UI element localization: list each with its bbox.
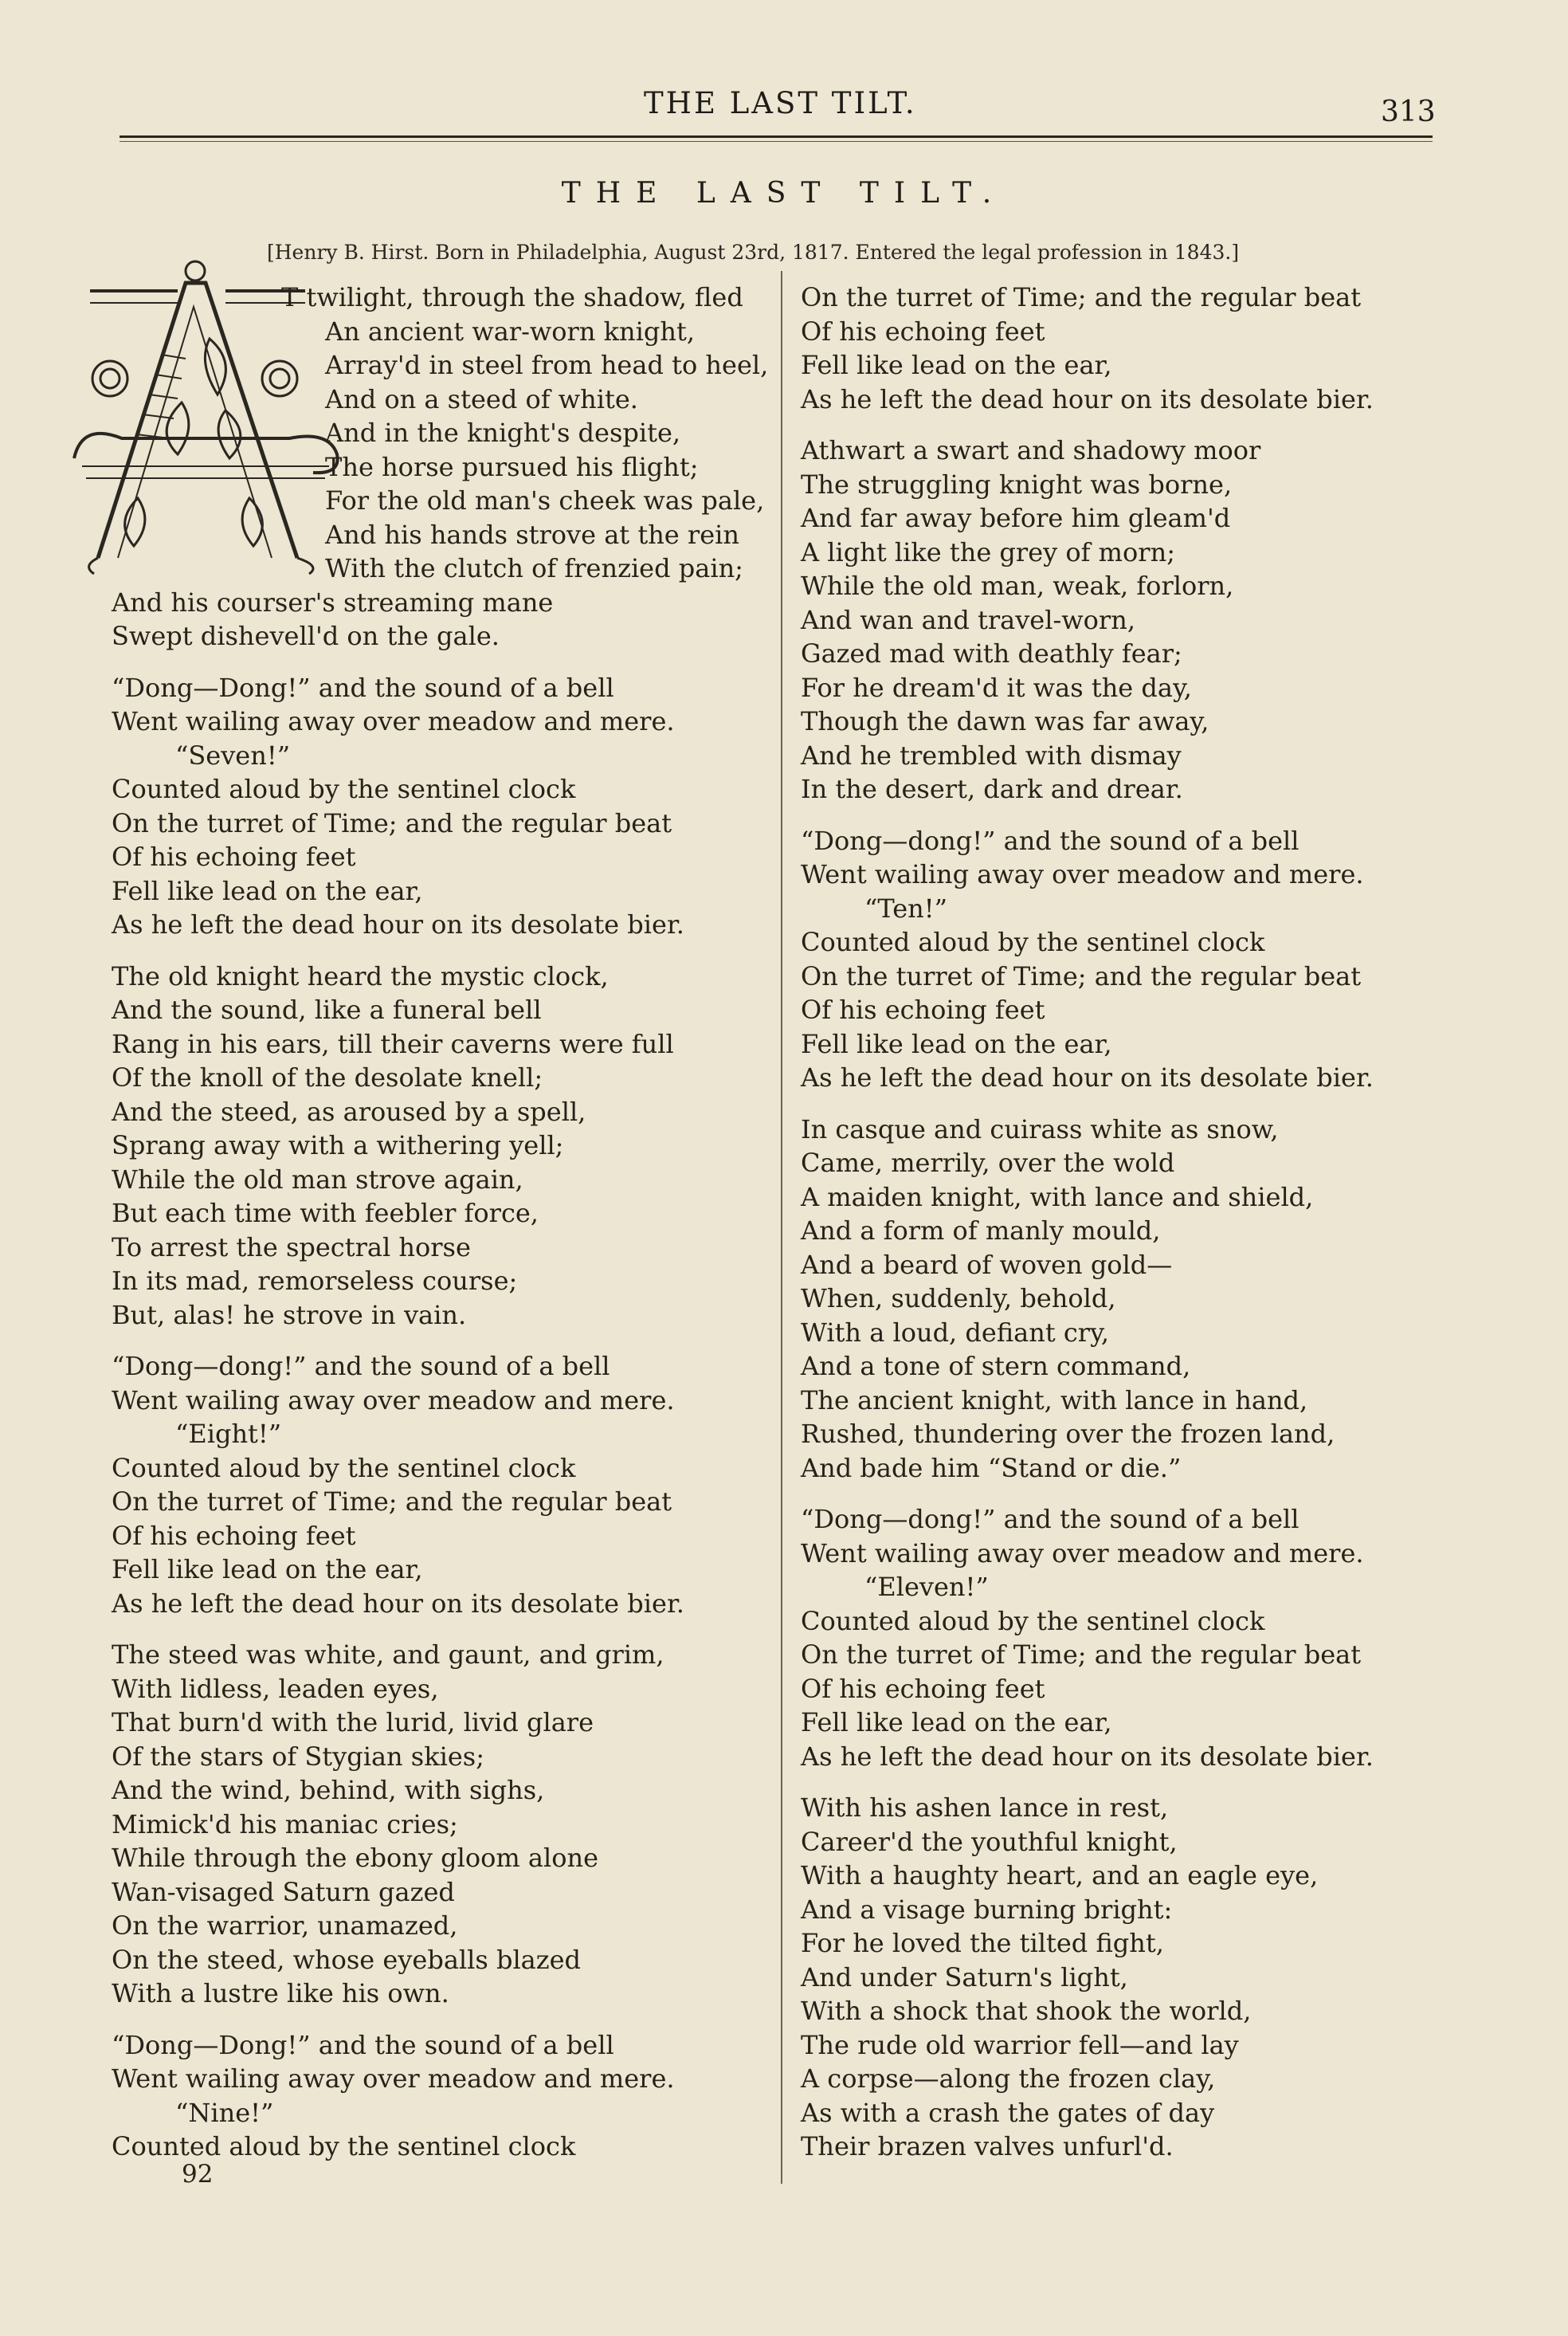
poem-line: The struggling knight was borne, [801, 469, 1233, 500]
poem-line: And wan and travel-worn, [801, 604, 1135, 635]
poem-line: On the turret of Time; and the regular beat [112, 1486, 672, 1517]
poem-line: With the clutch of frenzied pain; [325, 553, 743, 583]
poem-title: THE LAST TILT. [561, 177, 1007, 210]
poem-line: Mimick'd his maniac cries; [112, 1808, 458, 1839]
poem-line: And a form of manly mould, [801, 1215, 1161, 1246]
poem-line: Fell like lead on the ear, [112, 1554, 423, 1584]
poem-line: “Nine!” [175, 2097, 274, 2128]
left-column [112, 281, 773, 2181]
poem-line: On the turret of Time; and the regular beat [801, 960, 1362, 991]
poem-line: “Eight!” [175, 1419, 282, 1449]
poem-line: On the steed, whose eyeballs blazed [112, 1944, 582, 1975]
poem-line: As he left the dead hour on its desolate bier. [112, 909, 684, 940]
poem-line: As with a crash the gates of day [801, 2097, 1215, 2128]
byline: [Henry B. Hirst. Born in Philadelphia, August 23rd, 1817. Entered the legal profession in 1843.] [267, 241, 1240, 264]
poem-line: Went wailing away over meadow and mere. [801, 859, 1364, 889]
poem-line: As he left the dead hour on its desolate bier. [801, 1741, 1374, 1772]
poem-line: On the turret of Time; and the regular beat [801, 1639, 1362, 1670]
poem-line: While the old man strove again, [112, 1164, 523, 1195]
poem-line: Fell like lead on the ear, [112, 875, 423, 906]
poem-line: A maiden knight, with lance and shield, [801, 1181, 1314, 1212]
poem-line: Fell like lead on the ear, [801, 1707, 1112, 1737]
poem-line: On the turret of Time; and the regular beat [112, 807, 672, 838]
poem-line: “Dong—dong!” and the sound of a bell [801, 825, 1299, 856]
poem-line: Of his echoing feet [801, 995, 1045, 1025]
poem-line: And on a steed of white. [325, 383, 638, 414]
poem-line: Of his echoing feet [112, 1520, 356, 1551]
poem-line: “Eleven!” [864, 1572, 989, 1602]
poem-line: Fell like lead on the ear, [801, 1028, 1112, 1059]
refrain-stanza [112, 671, 773, 942]
poem-line: For he loved the tilted fight, [801, 1928, 1164, 1958]
poem-line: Career'd the youthful knight, [801, 1826, 1178, 1857]
poem-line: On the turret of Time; and the regular beat [801, 282, 1362, 312]
poem-line: “Dong—dong!” and the sound of a bell [112, 1351, 610, 1381]
header-rule-thin [120, 141, 1433, 142]
poem-line: Came, merrily, over the wold [801, 1148, 1175, 1178]
poem-line: Went wailing away over meadow and mere. [112, 2063, 675, 2094]
poem-line: That burn'd with the lurid, livid glare [112, 1707, 594, 1737]
poem-line: But each time with feebler force, [112, 1198, 539, 1228]
poem-line: And he trembled with dismay [801, 740, 1182, 771]
poem-line: “Dong—dong!” and the sound of a bell [801, 1504, 1299, 1534]
poem-line: And the wind, behind, with sighs, [112, 1775, 545, 1805]
poem-line: Went wailing away over meadow and mere. [801, 1537, 1364, 1568]
poem-line: As he left the dead hour on its desolate bier. [112, 1588, 684, 1619]
poem-line: Wan-visaged Saturn gazed [112, 1876, 455, 1907]
running-title: THE LAST TILT. [644, 86, 917, 120]
stanza [112, 281, 773, 654]
poem-line: “Dong—Dong!” and the sound of a bell [112, 2029, 614, 2060]
poem-line: And his courser's streaming mane [112, 587, 554, 618]
poem-line: And bade him “Stand or die.” [801, 1452, 1182, 1483]
poem-line: And the steed, as aroused by a spell, [112, 1096, 586, 1127]
poem-line: An ancient war-worn knight, [325, 316, 695, 347]
poem-line: Went wailing away over meadow and mere. [112, 706, 675, 736]
header-rule [120, 135, 1433, 138]
poem-line: And in the knight's despite, [325, 418, 681, 448]
refrain-stanza [801, 1502, 1454, 1773]
poem-line: And a visage burning bright: [801, 1894, 1173, 1925]
poem-line: Of the stars of Stygian skies; [112, 1741, 484, 1772]
poem-line: While the old man, weak, forlorn, [801, 571, 1234, 601]
poem-line: A corpse—along the frozen clay, [801, 2063, 1216, 2094]
poem-line: To arrest the spectral horse [112, 1231, 471, 1262]
poem-line: Counted aloud by the sentinel clock [112, 2131, 576, 2161]
poem-line: Of his echoing feet [112, 842, 356, 872]
poem-line: Their brazen valves unfurl'd. [801, 2131, 1174, 2161]
poem-line: With a shock that shook the world, [801, 1996, 1252, 2026]
poem-line: T twilight, through the shadow, fled [281, 282, 743, 312]
poem-line: For he dream'd it was the day, [801, 672, 1192, 703]
poem-line: On the warrior, unamazed, [112, 1910, 458, 1941]
poem-line: In its mad, remorseless course; [112, 1266, 518, 1296]
poem-line: Counted aloud by the sentinel clock [112, 774, 576, 804]
poem-line: Of the knoll of the desolate knell; [112, 1062, 543, 1093]
poem-line: Of his echoing feet [801, 316, 1045, 347]
poem-line: With a lustre like his own. [112, 1978, 449, 2008]
column-rule [781, 271, 782, 2184]
poem-line: And the sound, like a funeral bell [112, 995, 542, 1025]
running-head [0, 86, 1568, 126]
poem-line: A light like the grey of morn; [801, 536, 1175, 567]
poem-line: Counted aloud by the sentinel clock [801, 927, 1265, 957]
poem-line: And his hands strove at the rein [325, 519, 739, 550]
poem-line: Rushed, thundering over the frozen land, [801, 1419, 1335, 1449]
stanza [801, 1113, 1454, 1486]
poem-line: Went wailing away over meadow and mere. [112, 1384, 675, 1415]
poem-line: And far away before him gleam'd [801, 503, 1231, 533]
stanza [112, 960, 773, 1333]
poem-line: The old knight heard the mystic clock, [112, 960, 609, 991]
stanza [112, 1638, 773, 2011]
refrain-continuation [801, 281, 1454, 416]
poem-line: In the desert, dark and drear. [801, 774, 1183, 804]
poem-line: Swept dishevell'd on the gale. [112, 621, 500, 651]
poem-line: While through the ebony gloom alone [112, 1843, 598, 1873]
poem-line: Of his echoing feet [801, 1673, 1045, 1704]
refrain-stanza [112, 2028, 773, 2164]
poem-line: “Ten!” [864, 893, 947, 924]
poem-line: Counted aloud by the sentinel clock [112, 1452, 576, 1483]
poem-line: The horse pursued his flight; [325, 451, 699, 482]
poem-line: But, alas! he strove in vain. [112, 1299, 467, 1330]
poem-line: The steed was white, and gaunt, and grim, [112, 1639, 664, 1670]
poem-line: With a loud, defiant cry, [801, 1317, 1110, 1348]
poem-line: Athwart a swart and shadowy moor [801, 435, 1261, 465]
poem-line: Counted aloud by the sentinel clock [801, 1605, 1265, 1636]
refrain-stanza [801, 824, 1454, 1095]
poem-line: The ancient knight, with lance in hand, [801, 1384, 1308, 1415]
poem-line: “Seven!” [175, 740, 291, 771]
poem-line: “Dong—Dong!” and the sound of a bell [112, 672, 614, 703]
poem-line: In casque and cuirass white as snow, [801, 1113, 1279, 1144]
poem-line: Fell like lead on the ear, [801, 350, 1112, 380]
poem-line: Rang in his ears, till their caverns were full [112, 1028, 674, 1059]
poem-line: Gazed mad with deathly fear; [801, 638, 1182, 669]
stanza [801, 1791, 1454, 2164]
poem-line: With his ashen lance in rest, [801, 1792, 1169, 1823]
poem-line: When, suddenly, behold, [801, 1283, 1116, 1313]
poem-line: And a beard of woven gold— [801, 1249, 1173, 1280]
poem-line: And under Saturn's light, [801, 1961, 1128, 1992]
page-number: 313 [1381, 96, 1436, 128]
poem-line: Though the dawn was far away, [801, 706, 1209, 736]
poem-line: As he left the dead hour on its desolate bier. [801, 383, 1374, 414]
poem-line: With lidless, leaden eyes, [112, 1673, 439, 1704]
poem-line: For the old man's cheek was pale, [325, 485, 765, 516]
poem-line: As he left the dead hour on its desolate bier. [801, 1062, 1374, 1093]
poem-line: Sprang away with a withering yell; [112, 1130, 564, 1160]
stanza [801, 434, 1454, 807]
signature-mark: 92 [182, 2160, 214, 2189]
poem-line: The rude old warrior fell—and lay [801, 2029, 1239, 2060]
right-column [801, 281, 1454, 2181]
poem-line: With a haughty heart, and an eagle eye, [801, 1860, 1319, 1890]
poem-line: Array'd in steel from head to heel, [325, 350, 769, 380]
refrain-stanza [112, 1349, 773, 1620]
poem-line: And a tone of stern command, [801, 1351, 1191, 1381]
